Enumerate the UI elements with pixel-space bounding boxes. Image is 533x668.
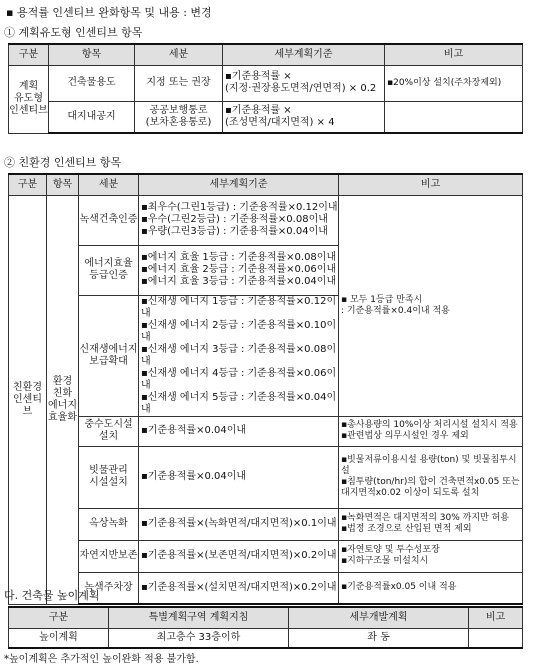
header-note: 비고	[339, 174, 523, 195]
detail-cell: 지정 또는 권장	[135, 65, 223, 101]
note-cell: ▪총사용량의 10%이상 처리시설 설치시 적용 ▪관련법상 의무시설인 경우 제외	[339, 416, 523, 446]
header-detail: 세분	[79, 174, 139, 195]
criteria-cell: ▪기준용적률×(설치면적/대지면적)×0.2이내	[139, 572, 339, 604]
criteria-cell: ▪기준용적률×0.04이내	[139, 416, 339, 446]
header-category: 구분	[9, 174, 47, 195]
detail-cell: 중수도시설 설치	[79, 416, 139, 446]
detail-cell: 옥상녹화	[79, 508, 139, 540]
note-cell: ▪20%이상 설치(주차장제외)	[385, 65, 523, 101]
eco-incentive-table	[8, 173, 523, 605]
header-item: 항목	[49, 44, 135, 65]
criteria-cell: ▪기준용적률 × (조성면적/대지면적) × 4	[223, 101, 385, 133]
category-cell: 친환경 인센티 브	[9, 195, 47, 604]
note-cell: ▪빗물저류이용시설 용량(ton) 및 빗물침투시설 ▪침투량(ton/hr)의 합이 건축면적x0.05 또는 대지면적x0.02 이상이 되도록 설치	[339, 446, 523, 508]
detail-cell: 녹색건축인증	[79, 195, 139, 245]
criteria-cell: ▪기준용적률 × (지정·권장용도면적/연면적) × 0.2	[223, 65, 385, 101]
note-cell: ▪자연토양 및 투수성포장 ▪지하구조물 미설치시	[339, 540, 523, 572]
footnote: *높이계획은 추가적인 높이완화 적용 불가함.	[4, 654, 199, 665]
header-detail-plan: 세부개발계획	[289, 607, 469, 628]
criteria-cell: ▪기준용적률×(보존면적/대지면적)×0.2이내	[139, 540, 339, 572]
note-cell: ▪녹화면적은 대지면적의 30% 까지만 허용 ▪법정 조경으로 산입된 면적 제외	[339, 508, 523, 540]
plan-incentive-table	[8, 43, 523, 134]
section-heading: ▪ 용적률 인센티브 완화항목 및 내용 : 변경	[6, 6, 212, 19]
detail-plan-cell: 좌 동	[289, 628, 469, 648]
detail-cell: 신재생에너지 보급확대	[79, 295, 139, 416]
header-item: 항목	[47, 174, 79, 195]
detail-cell: 자연지반보존	[79, 540, 139, 572]
header-criteria: 세부계획기준	[223, 44, 385, 65]
header-guideline: 특별계획구역 계획지침	[109, 607, 289, 628]
section2-title: ② 친환경 인센티브 항목	[4, 156, 122, 169]
item-cell: 환경 친화 에너지 효율화	[47, 195, 79, 604]
criteria-cell: ▪최우수(그린1등급) : 기준용적률×0.12이내 ▪우수(그린2등급) : 기준용적률×0.08이내 ▪우량(그린3등급) : 기준용적률×0.04이내	[139, 195, 339, 245]
header-criteria: 세부계획기준	[139, 174, 339, 195]
header-category: 구분	[9, 607, 109, 628]
header-note: 비고	[385, 44, 523, 65]
section1-title: ① 계획유도형 인센티브 항목	[4, 26, 143, 39]
header-category: 구분	[9, 44, 49, 65]
height-plan-table	[8, 606, 523, 649]
criteria-cell: ▪기준용적률×0.04이내	[139, 446, 339, 508]
header-note: 비고	[469, 607, 523, 628]
group-note-cell: ▪ 모두 1등급 만족시 : 기준용적률×0.4이내 적용	[339, 195, 523, 416]
detail-cell: 녹색주차장	[79, 572, 139, 604]
note-cell	[469, 628, 523, 648]
criteria-cell: ▪에너지 효율 1등급 : 기준용적률×0.08이내 ▪에너지 효율 2등급 : 기준용적률×0.06이내 ▪에너지 효율 3등급 : 기준용적률×0.04이내	[139, 245, 339, 295]
detail-cell: 빗물관리 시설설치	[79, 446, 139, 508]
criteria-cell: ▪기준용적률×(녹화면적/대지면적)×0.1이내	[139, 508, 339, 540]
note-cell	[385, 101, 523, 133]
item-cell: 대지내공지	[49, 101, 135, 133]
category-cell: 높이계획	[9, 628, 109, 648]
guideline-cell: 최고층수 33층이하	[109, 628, 289, 648]
detail-cell: 에너지효율 등급인증	[79, 245, 139, 295]
section3-title: 다. 건축물 높이계획	[4, 589, 100, 602]
criteria-cell: ▪신재생 에너지 1등급 : 기준용적률×0.12이내 ▪신재생 에너지 2등급 : 기준용적률×0.10이내 ▪신재생 에너지 3등급 : 기준용적률×0.08이내 ▪신재생 에너지 4등급 : 기준용적률×0.06이내 ▪신재생 에너지 5등급 : 기준용적률×0.04이내	[139, 295, 339, 416]
detail-cell: 공공보행통로 (보차혼용통로)	[135, 101, 223, 133]
category-cell: 계획 유도형 인센티브	[9, 65, 49, 133]
header-detail: 세분	[135, 44, 223, 65]
note-cell: ▪기준용적률x0.05 이내 적용	[339, 572, 523, 604]
item-cell: 건축물용도	[49, 65, 135, 101]
